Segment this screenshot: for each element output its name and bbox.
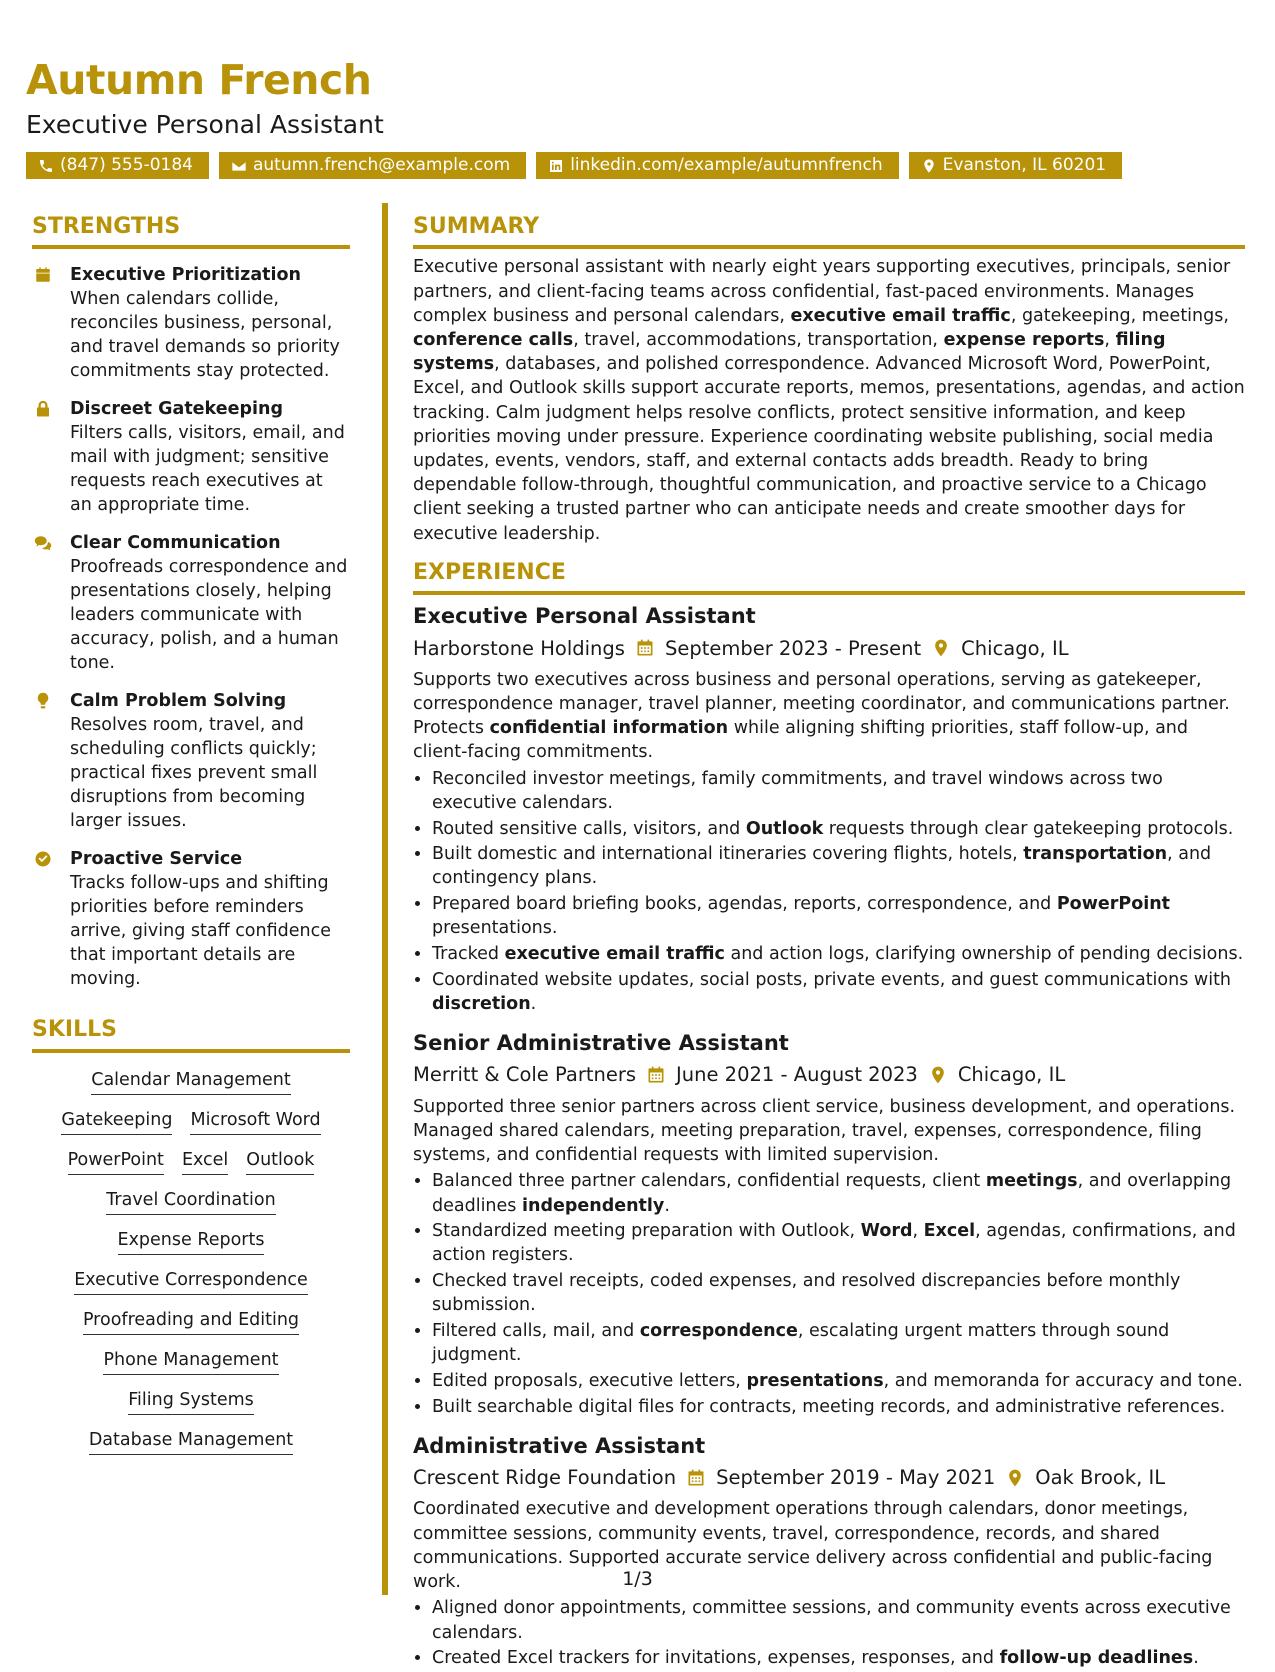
map-pin-icon: [928, 1065, 948, 1085]
skill-row: [74, 1269, 308, 1295]
list-item: [432, 1369, 1245, 1393]
lock-icon: [34, 400, 52, 418]
bold-text: conference calls: [413, 330, 574, 350]
lightbulb-icon: [34, 692, 52, 710]
job-bullets: [413, 1169, 1245, 1419]
text-segment: ,: [1104, 330, 1116, 350]
skill-tag: Calendar Management: [91, 1069, 291, 1095]
job-description: [413, 668, 1245, 765]
map-pin-icon: [1005, 1468, 1025, 1488]
list-item: [432, 767, 1245, 815]
skill-row: [68, 1149, 315, 1175]
strength-title: Discreet Gatekeeping: [70, 399, 283, 420]
text-segment: , databases, and polished correspondence. Advanced Microsoft Word, PowerPoint, Excel, and Outlook skills support accurate reports, memos, presentations, agendas, and action tracking. Calm judgment helps resolve conflicts, protect sensitive information, and keep priorities moving under pressure. Experience coordinating website publishing, social media updates, events, vendors, staff, and external contacts adds breadth. Ready to bring dependable follow-through, thoughtful communication, and proactive service to a Chicago client seeking a trusted partner who can anticipate needs and create smoother days for executive leadership.: [413, 354, 1245, 544]
bold-text: executive email traffic: [790, 305, 1011, 326]
job-meta: [413, 1061, 1245, 1088]
text-segment: Prepared board briefing books, agendas, reports, correspondence, and: [432, 894, 1057, 915]
text-segment: , gatekeeping, meetings,: [1010, 305, 1229, 326]
contact-linkedin[interactable]: [536, 152, 898, 179]
text-segment: Supported three senior partners across client service, business development, and operations. Managed shared calendars, meeting preparation, travel, expenses, correspondence, filing systems, and confidential requests with limited supervision.: [413, 1096, 1236, 1166]
skill-tag: Filing Systems: [128, 1389, 254, 1415]
list-item: [432, 1169, 1245, 1217]
bold-text: discretion: [432, 993, 531, 1014]
job-location: Chicago, IL: [961, 636, 1069, 660]
text-segment: Aligned donor appointments, committee sessions, and community events across executive calendars.: [432, 1598, 1231, 1643]
job-entry: [413, 1433, 1245, 1671]
list-item: [432, 1596, 1245, 1644]
list-item: [432, 842, 1245, 890]
skill-row: [103, 1349, 278, 1375]
text-segment: Edited proposals, executive letters,: [432, 1370, 747, 1391]
text-segment: Created Excel trackers for invitations, expenses, responses, and: [432, 1648, 1000, 1669]
column-divider: [382, 203, 388, 1595]
list-item: [432, 817, 1245, 841]
job-title: Administrative Assistant: [413, 1433, 706, 1458]
bold-text: presentations: [746, 1370, 884, 1391]
phone-icon: [38, 158, 54, 174]
calendar-icon: [635, 638, 655, 658]
calendar-icon: [646, 1065, 666, 1085]
text-segment: Executive personal assistant with nearly eight years supporting executives, principals, senior partners, and client-facing teams across confidential, fast-paced environments. Manages complex business and personal calendars,: [413, 257, 1231, 326]
left-column: [32, 214, 350, 1455]
map-pin-icon: [921, 158, 937, 174]
strength-text: When calendars collide, reconciles business, personal, and travel demands so priority commitments stay protected.: [70, 289, 340, 382]
text-segment: Filtered calls, mail, and: [432, 1321, 640, 1342]
job-location: Chicago, IL: [957, 1063, 1066, 1087]
bold-text: Word: [860, 1221, 913, 1242]
bold-text: correspondence: [639, 1321, 798, 1342]
job-meta: [413, 635, 1245, 662]
linkedin-icon: [548, 158, 564, 174]
map-pin-icon: [931, 638, 951, 658]
job-dates: September 2023 - Present: [664, 636, 922, 660]
strengths-heading: STRENGTHS: [32, 214, 350, 249]
job-company: Merritt & Cole Partners: [413, 1063, 637, 1087]
skill-tag: Outlook: [246, 1149, 314, 1175]
skill-tag: Phone Management: [103, 1349, 278, 1375]
check-circle-icon: [34, 850, 52, 868]
text-segment: Routed sensitive calls, visitors, and: [432, 818, 746, 839]
text-segment: Reconciled investor meetings, family commitments, and travel windows across two executive calendars.: [432, 768, 1163, 813]
text-segment: Balanced three partner calendars, confidential requests, client: [432, 1171, 986, 1192]
text-segment: .: [664, 1195, 670, 1216]
job-dates: September 2019 - May 2021: [716, 1466, 996, 1490]
bold-text: transportation: [1023, 844, 1168, 865]
strength-title: Proactive Service: [70, 849, 243, 870]
contact-bar: [26, 152, 1122, 179]
candidate-role: Executive Personal Assistant: [26, 110, 384, 139]
text-segment: , and memoranda for accuracy and tone.: [883, 1370, 1243, 1391]
bold-text: PowerPoint: [1056, 894, 1171, 915]
contact-email[interactable]: [219, 152, 526, 179]
bold-text: confidential information: [489, 718, 729, 739]
calendar-icon: [34, 266, 52, 284]
text-segment: Supports two executives across business and personal operations, serving as gatekeeper, correspondence manager, travel planner, meeting coordinator, and communications partner. Protects: [413, 669, 1230, 739]
envelope-icon: [231, 158, 247, 174]
job-bullets: [413, 767, 1245, 1017]
text-segment: .: [1193, 1648, 1199, 1669]
strength-title: Calm Problem Solving: [70, 691, 287, 712]
comments-icon: [34, 534, 52, 552]
skill-row: [128, 1389, 254, 1415]
skill-row: [118, 1229, 265, 1255]
text-segment: presentations.: [432, 918, 558, 939]
job-description: [413, 1095, 1245, 1168]
text-segment: Coordinated executive and development operations through calendars, donor meetings, committee sessions, community events, travel, correspondence, records, and shared communications. Supported accurate service delivery across confidential and public-facing work.: [413, 1499, 1213, 1593]
text-segment: , and overlapping deadlines: [432, 1171, 1232, 1216]
strength-item: [32, 263, 350, 383]
text-segment: , and contingency plans.: [432, 844, 1212, 889]
skill-tag: Proofreading and Editing: [83, 1309, 299, 1335]
bold-text: meetings: [985, 1171, 1078, 1192]
text-segment: Standardized meeting preparation with Outlook,: [432, 1221, 861, 1242]
skills-list: [32, 1069, 350, 1455]
strength-text: Filters calls, visitors, email, and mail with judgment; sensitive requests reach executives at an appropriate time.: [70, 423, 345, 516]
text-segment: and action logs, clarifying ownership of pending decisions.: [724, 944, 1244, 965]
bold-text: independently: [521, 1195, 665, 1216]
right-column: [413, 214, 1245, 1672]
strength-item: [32, 847, 350, 991]
strength-text: Proofreads correspondence and presentations closely, helping leaders communicate with accuracy, polish, and a human tone.: [70, 557, 348, 674]
contact-phone-text: (847) 555-0184: [60, 155, 193, 175]
list-item: [432, 1319, 1245, 1367]
job-company: Crescent Ridge Foundation: [413, 1466, 677, 1490]
skill-tag: Expense Reports: [118, 1229, 265, 1255]
list-item: [432, 1269, 1245, 1317]
strength-text: Tracks follow-ups and shifting priorities before reminders arrive, giving staff confidence that important details are moving.: [70, 873, 331, 990]
skill-tag: Database Management: [89, 1429, 293, 1455]
skill-row: [83, 1309, 299, 1335]
text-segment: Built domestic and international itineraries covering flights, hotels,: [432, 844, 1024, 865]
calendar-icon: [686, 1468, 706, 1488]
text-segment: , travel, accommodations, transportation,: [573, 330, 944, 350]
strength-item: [32, 397, 350, 517]
contact-email-text: autumn.french@example.com: [252, 155, 511, 175]
skill-row: [106, 1189, 275, 1215]
text-segment: requests through clear gatekeeping protocols.: [823, 818, 1234, 839]
list-item: [432, 1219, 1245, 1267]
strengths-list: [32, 263, 350, 991]
job-location: Oak Brook, IL: [1035, 1466, 1166, 1490]
skill-row: [61, 1109, 320, 1135]
job-title: Executive Personal Assistant: [413, 604, 756, 629]
job-meta: [413, 1464, 1245, 1491]
bold-text: Excel: [923, 1221, 976, 1242]
skill-tag: Gatekeeping: [61, 1109, 172, 1135]
text-segment: ,: [912, 1221, 924, 1242]
contact-linkedin-text: linkedin.com/example/autumnfrench: [570, 155, 883, 175]
text-segment: , agendas, confirmations, and action registers.: [432, 1221, 1236, 1266]
strength-item: [32, 531, 350, 675]
skill-tag: Excel: [182, 1149, 228, 1175]
list-item: [432, 1395, 1245, 1419]
job-title: Senior Administrative Assistant: [413, 1031, 789, 1056]
bold-text: filing systems: [413, 330, 1166, 375]
job-entry: [413, 603, 1245, 1016]
bold-text: expense reports: [943, 330, 1105, 350]
text-segment: Checked travel receipts, coded expenses, and resolved discrepancies before monthly submission.: [432, 1271, 1181, 1316]
skill-tag: Travel Coordination: [106, 1189, 275, 1215]
job-entry: [413, 1030, 1245, 1419]
skill-row: [89, 1429, 293, 1455]
contact-phone[interactable]: [26, 152, 209, 179]
list-item: [432, 968, 1245, 1016]
text-segment: Coordinated website updates, social posts, private events, and guest communications with: [432, 969, 1232, 990]
skill-row: [91, 1069, 291, 1095]
bold-text: follow-up deadlines: [999, 1648, 1194, 1669]
candidate-name: Autumn French: [26, 56, 372, 104]
contact-location-text: Evanston, IL 60201: [942, 155, 1107, 175]
contact-location: [909, 152, 1122, 179]
job-dates: June 2021 - August 2023: [676, 1063, 918, 1087]
text-segment: Tracked: [432, 944, 505, 965]
strength-item: [32, 689, 350, 833]
strength-title: Clear Communication: [70, 533, 281, 554]
text-segment: Built searchable digital files for contracts, meeting records, and administrative references.: [432, 1396, 1226, 1417]
job-company: Harborstone Holdings: [413, 636, 625, 660]
experience-heading: EXPERIENCE: [413, 560, 1245, 595]
text-segment: , escalating urgent matters through sound judgment.: [432, 1321, 1170, 1366]
bold-text: executive email traffic: [504, 944, 725, 965]
bold-text: Outlook: [745, 818, 824, 839]
list-item: [432, 942, 1245, 966]
text-segment: .: [530, 993, 537, 1014]
summary-text: [413, 255, 1245, 545]
skills-heading: SKILLS: [32, 1017, 350, 1052]
skill-tag: Executive Correspondence: [74, 1269, 308, 1295]
text-segment: while aligning shifting priorities, staff follow-up, and client-facing commitments.: [413, 718, 1188, 763]
skill-tag: PowerPoint: [68, 1149, 164, 1175]
summary-heading: SUMMARY: [413, 214, 1245, 249]
job-bullets: [413, 1596, 1245, 1670]
strength-title: Executive Prioritization: [70, 265, 301, 286]
experience-list: [413, 603, 1245, 1670]
list-item: [432, 892, 1245, 940]
page-number: 1/3: [622, 1568, 653, 1590]
skill-tag: Microsoft Word: [190, 1109, 320, 1135]
strength-text: Resolves room, travel, and scheduling conflicts quickly; practical fixes prevent small disruptions from becoming larger issues.: [70, 715, 318, 832]
